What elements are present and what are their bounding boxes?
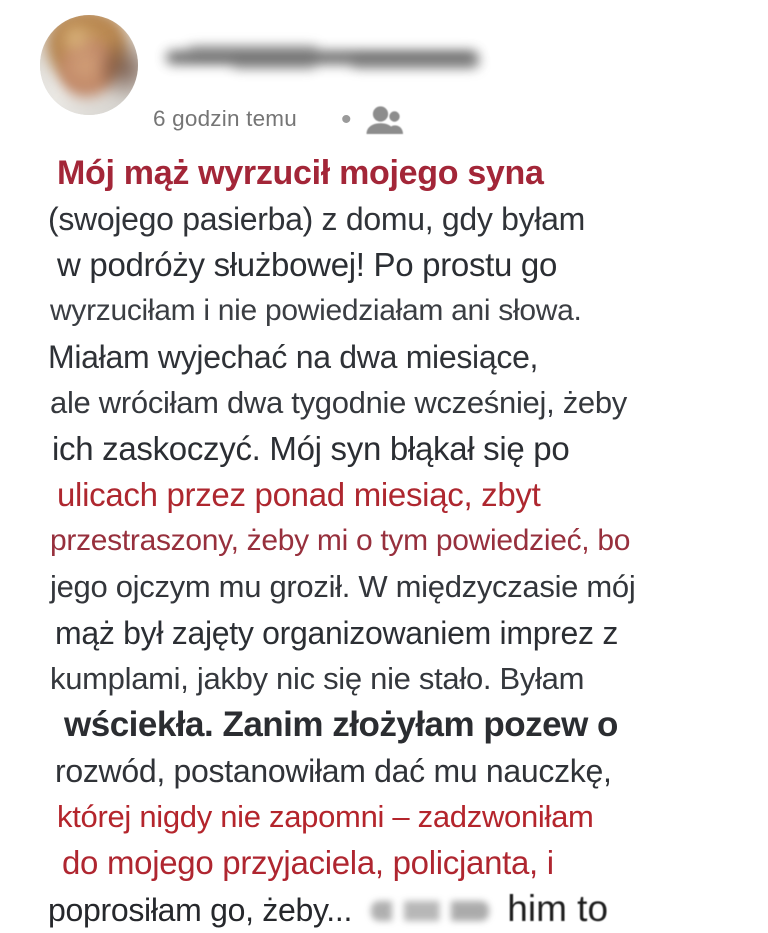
username-blurred[interactable] [166,40,490,74]
username-blur-bar [351,58,479,68]
post-line: wściekła. Zanim złożyłam pozew o [64,705,618,744]
group-people-icon [364,106,406,136]
post-line: której nigdy nie zapomni – zadzwoniłam [57,799,594,834]
ghost-english-remnant: him to [507,888,609,929]
post-line: mąż był zajęty organizowaniem imprez z [55,615,619,651]
post-line: do mojego przyjaciela, policjanta, i [62,844,554,881]
post-line: jego ojczym mu groził. W międzyczasie mój [50,569,636,604]
post-line: wyrzuciłam i nie powiedziałam ani słowa. [50,294,582,327]
blurred-text-remnant [371,901,489,921]
avatar-highlight-blob [56,23,95,53]
post-line: (swojego pasierba) z domu, gdy byłam [48,201,586,237]
post-line: Mój mąż wyrzucił mojego syna [57,154,544,192]
post-line-last [0,886,768,932]
separator-dot: • [340,103,352,136]
post-line-main-text: poprosiłam go, żeby... [48,892,353,928]
timestamp: 6 godzin temu [153,106,297,131]
post-line: w podróży służbowej! Po prostu go [57,246,558,283]
post-line: Miałam wyjechać na dwa miesiące, [48,339,539,375]
post-line: ale wróciłam dwa tygodnie wcześniej, żeby [50,385,627,420]
username-blur-bar [232,60,316,69]
post-line: ich zaskoczyć. Mój syn błąkał się po [52,430,570,467]
post-line: kumplami, jakby nic się nie stało. Byłam [50,661,585,696]
post-line: ulicach przez ponad miesiąc, zbyt [57,476,541,513]
username-blur-bar [188,46,318,56]
avatar[interactable] [40,15,138,115]
post-text [0,150,768,932]
post-line: przestraszony, żeby mi o tym powiedzieć, bo [50,524,631,557]
post-meta [153,101,406,137]
post-line: rozwód, postanowiłam dać mu nauczkę, [55,753,612,789]
